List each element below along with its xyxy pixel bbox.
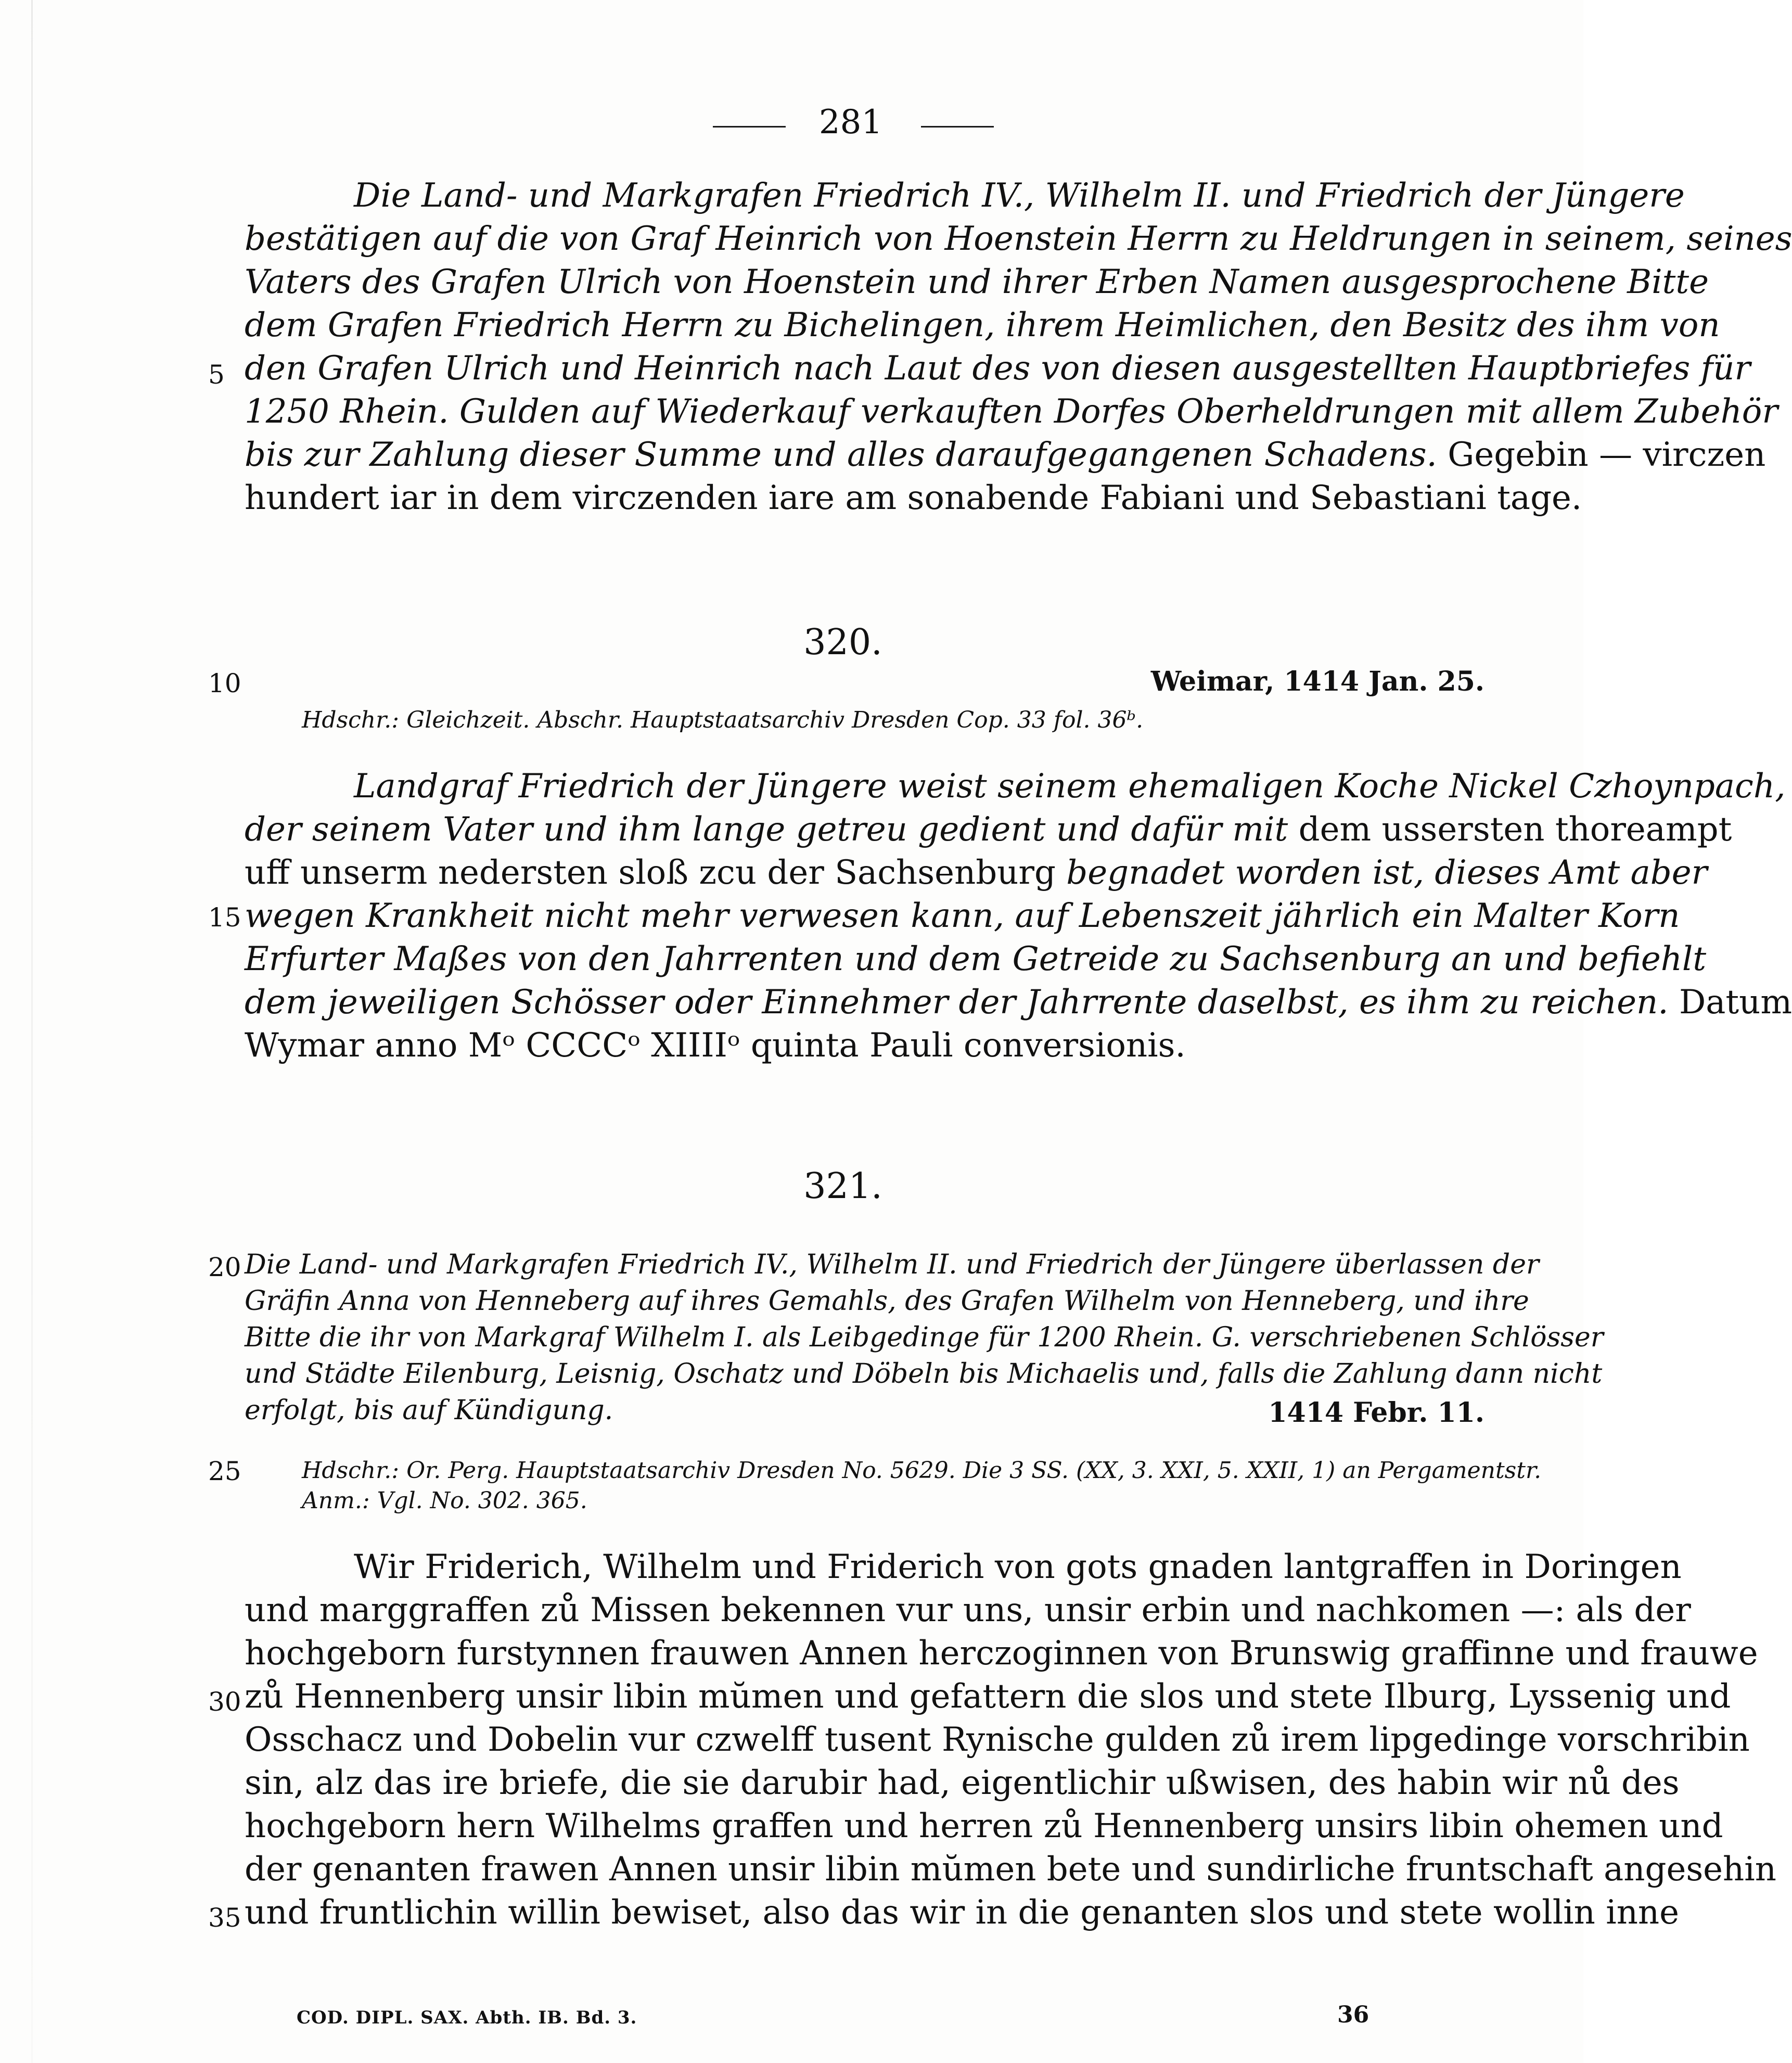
text-line-mixed (245, 434, 1766, 477)
line-number: 5 (208, 360, 225, 390)
text-line: sin, alz das ire briefe, die sie darubir had, eigentlichir ußwisen, des habin wir nů des (245, 1764, 1680, 1802)
doc-321-text (245, 1546, 1776, 1934)
document-number: 320. (803, 622, 882, 663)
header-rule-right (921, 126, 994, 128)
text-line: Osschacz und Dobelin vur czwelff tusent Rynische gulden zů irem lipgedinge vorschribin (245, 1721, 1750, 1759)
text-line: dem Grafen Friedrich Herrn zu Bichelingen, ihrem Heimlichen, den Besitz des ihm von (245, 306, 1720, 345)
text-roman: uff unserm nedersten sloß zcu der Sachsenburg (245, 854, 1056, 892)
text-line: hochgeborn hern Wilhelms graffen und herren zů Hennenberg unsirs libin ohemen und (245, 1807, 1723, 1845)
text-line-mixed (245, 851, 1708, 895)
text-line: und Städte Eilenburg, Leisnig, Oschatz und Döbeln bis Michaelis und, falls die Zahlung dann nicht (245, 1358, 1603, 1390)
text-italic: der seinem Vater und ihm lange getreu gedient und dafür mit (245, 810, 1288, 849)
page-number: 281 (818, 103, 883, 142)
document-number: 321. (803, 1166, 882, 1207)
text-italic: dem jeweiligen Schösser oder Einnehmer der Jahrrente daselbst, es ihm zu reichen. (245, 983, 1669, 1022)
text-line: Erfurter Maßes von den Jahrrenten und dem Getreide zu Sachsenburg an und befiehlt (245, 940, 1707, 978)
text-line: Wymar anno Mᵒ CCCCᵒ XIIIIᵒ quinta Pauli conversionis. (245, 1026, 1186, 1065)
text-roman: dem ussersten thoreampt (1298, 810, 1732, 849)
page-header (0, 99, 1583, 146)
text-line: der genanten frawen Annen unsir libin mŭmen bete und sundirliche fruntschaft angesehin (245, 1850, 1776, 1889)
text-italic: begnadet worden ist, dieses Amt aber (1066, 854, 1708, 892)
text-line: bestätigen auf die von Graf Heinrich von Hoenstein Herrn zu Heldrungen in seinem, seines (245, 220, 1792, 258)
header-rule-left (713, 126, 786, 128)
source-note: Hdschr.: Or. Perg. Hauptstaatsarchiv Dresden No. 5629. Die 3 SS. (XX, 3. XXI, 5. XXII, 1) an Pergamentstr. (302, 1457, 1542, 1484)
line-number: 20 (208, 1252, 241, 1282)
text-line: hundert iar in dem virczenden iare am sonabende Fabiani und Sebastiani tage. (245, 479, 1582, 517)
text-line: Die Land- und Markgrafen Friedrich IV., Wilhelm II. und Friedrich der Jüngere überlassen der (245, 1249, 1539, 1280)
line-number: 30 (208, 1687, 241, 1717)
text-line-mixed (245, 981, 1792, 1024)
text-line: Landgraf Friedrich der Jüngere weist seinem ehemaligen Koche Nickel Czhoynpach, (354, 767, 1786, 806)
text-line-mixed (245, 808, 1732, 851)
scan-edge (31, 0, 33, 2063)
text-line: hochgeborn furstynnen frauwen Annen herczoginnen von Brunswig graffinne und frauwe (245, 1634, 1758, 1673)
text-line: und marggraffen zů Missen bekennen vur uns, unsir erbin und nachkomen —: als der (245, 1591, 1691, 1629)
text-line: Wir Friderich, Wilhelm und Friderich von gots gnaden lantgraffen in Doringen (354, 1548, 1682, 1586)
line-number: 25 (208, 1456, 241, 1486)
source-note: Hdschr.: Gleichzeit. Abschr. Hauptstaatsarchiv Dresden Cop. 33 fol. 36ᵇ. (302, 707, 1144, 733)
text-line: wegen Krankheit nicht mehr verwesen kann, auf Lebenszeit jährlich ein Malter Korn (245, 897, 1680, 935)
text-roman: Datum (1679, 983, 1792, 1022)
doc-320-text (245, 765, 1792, 1067)
document-date: 1414 Febr. 11. (1268, 1397, 1484, 1429)
place-date: Weimar, 1414 Jan. 25. (1150, 666, 1484, 697)
line-number: 15 (208, 902, 241, 933)
text-line: Vaters des Grafen Ulrich von Hoenstein und ihrer Erben Namen ausgesprochene Bitte (245, 263, 1709, 301)
doc-319-summary (245, 174, 1792, 520)
text-italic: bis zur Zahlung dieser Summe und alles daraufgegangenen Schadens. (245, 436, 1437, 474)
text-line: 1250 Rhein. Gulden auf Wiederkauf verkauften Dorfes Oberheldrungen mit allem Zubehör (245, 392, 1778, 431)
line-number: 10 (208, 668, 241, 698)
text-roman: Gegebin — virczen (1448, 436, 1766, 474)
text-line: erfolgt, bis auf Kündigung. (245, 1395, 613, 1426)
footer-signature: 36 (1337, 2002, 1369, 2028)
text-line: den Grafen Ulrich und Heinrich nach Laut des von diesen ausgestellten Hauptbriefes für (245, 349, 1751, 388)
text-line: Bitte die ihr von Markgraf Wilhelm I. als Leibgedinge für 1200 Rhein. G. verschriebenen Schlösser (245, 1322, 1604, 1353)
text-line: und fruntlichin willin bewiset, also das wir in die genanten slos und stete wollin inne (245, 1893, 1679, 1932)
annotation-note: Anm.: Vgl. No. 302. 365. (302, 1487, 587, 1514)
text-line: zů Hennenberg unsir libin mŭmen und gefattern die slos und stete Ilburg, Lyssenig und (245, 1677, 1731, 1716)
text-line: Gräfin Anna von Henneberg auf ihres Gemahls, des Grafen Wilhelm von Henneberg, und ihre (245, 1285, 1529, 1317)
footer-citation: COD. DIPL. SAX. Abth. IB. Bd. 3. (297, 2007, 637, 2028)
text-line: Die Land- und Markgrafen Friedrich IV., Wilhelm II. und Friedrich der Jüngere (354, 176, 1685, 215)
line-number: 35 (208, 1903, 241, 1933)
